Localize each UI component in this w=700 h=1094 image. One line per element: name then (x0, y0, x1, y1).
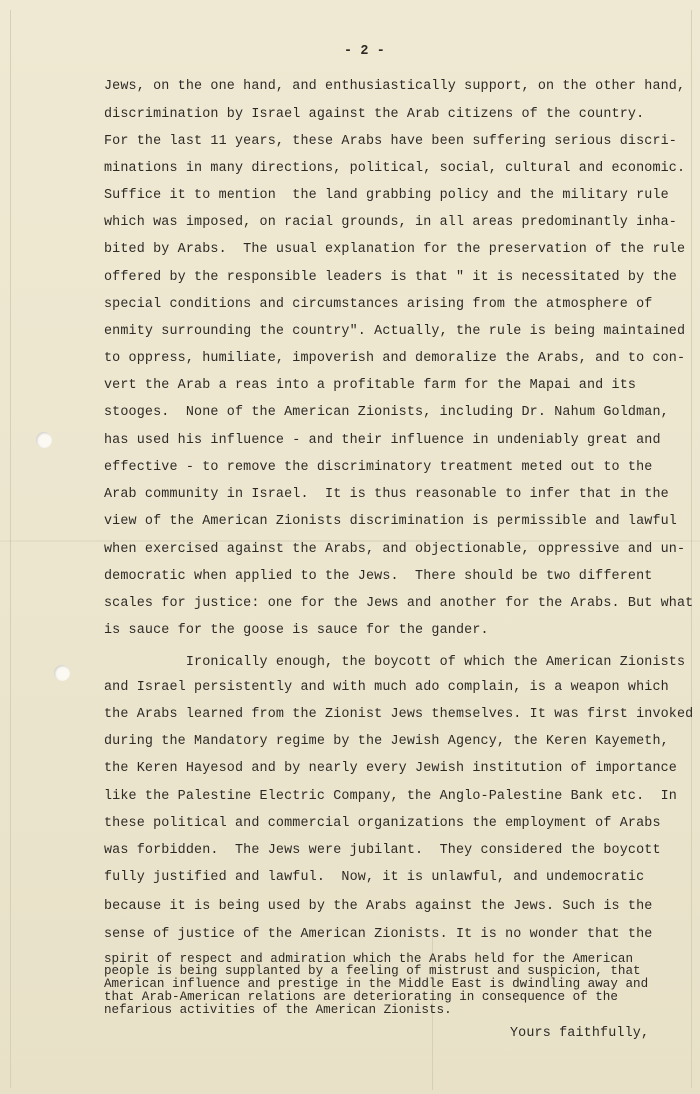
text-line: has used his influence - and their influence in undeniably great and (104, 433, 661, 448)
punch-hole (36, 432, 52, 448)
text-line: scales for justice: one for the Jews and another for the Arabs. But what (104, 596, 694, 611)
page-number: - 2 - (344, 44, 385, 59)
text-line: fully justified and lawful. Now, it is unlawful, and undemocratic (104, 870, 645, 885)
text-line: democratic when applied to the Jews. There should be two different (104, 569, 653, 584)
text-line: Suffice it to mention the land grabbing policy and the military rule (104, 188, 669, 203)
text-line: during the Mandatory regime by the Jewish Agency, the Keren Kayemeth, (104, 734, 669, 749)
text-line: Jews, on the one hand, and enthusiastically support, on the other hand, (104, 79, 686, 94)
text-line: when exercised against the Arabs, and objectionable, oppressive and un- (104, 542, 686, 557)
text-line: sense of justice of the American Zionists. It is no wonder that the (104, 927, 653, 942)
text-line: which was imposed, on racial grounds, in all areas predominantly inha- (104, 215, 677, 230)
text-line: nefarious activities of the American Zionists. (104, 1003, 452, 1017)
text-line: spirit of respect and admiration which the Arabs held for the American (104, 952, 634, 966)
text-line: American influence and prestige in the Middle East is dwindling away and (104, 977, 649, 991)
text-line: effective - to remove the discriminatory treatment meted out to the (104, 460, 653, 475)
text-line: to oppress, humiliate, impoverish and demoralize the Arabs, and to con- (104, 351, 686, 366)
text-line: like the Palestine Electric Company, the Anglo-Palestine Bank etc. In (104, 789, 677, 804)
text-line: Arab community in Israel. It is thus reasonable to infer that in the (104, 487, 669, 502)
text-line: the Keren Hayesod and by nearly every Jewish institution of importance (104, 761, 677, 776)
closing-salutation: Yours faithfully, (510, 1026, 650, 1041)
text-line: vert the Arab a reas into a profitable farm for the Mapai and its (104, 378, 637, 393)
text-line: offered by the responsible leaders is that " it is necessitated by the (104, 270, 677, 285)
text-line: was forbidden. The Jews were jubilant. They considered the boycott (104, 843, 661, 858)
text-line: stooges. None of the American Zionists, including Dr. Nahum Goldman, (104, 405, 669, 420)
text-line: view of the American Zionists discrimination is permissible and lawful (104, 514, 677, 529)
text-line: bited by Arabs. The usual explanation for the preservation of the rule (104, 242, 686, 257)
text-line: and Israel persistently and with much ado complain, is a weapon which (104, 680, 669, 695)
text-line: these political and commercial organizations the employment of Arabs (104, 816, 661, 831)
text-line: enmity surrounding the country". Actually, the rule is being maintained (104, 324, 686, 339)
text-line: that Arab-American relations are deteriorating in consequence of the (104, 990, 618, 1004)
text-line: special conditions and circumstances arising from the atmosphere of (104, 297, 653, 312)
text-line: is sauce for the goose is sauce for the gander. (104, 623, 489, 638)
text-line: For the last 11 years, these Arabs have been suffering serious discri- (104, 134, 677, 149)
text-line: minations in many directions, political, social, cultural and economic. (104, 161, 686, 176)
text-line: discrimination by Israel against the Arab citizens of the country. (104, 107, 645, 122)
text-line: Ironically enough, the boycott of which the American Zionists (104, 655, 686, 670)
text-line: the Arabs learned from the Zionist Jews themselves. It was first invoked (104, 707, 694, 722)
punch-hole (54, 665, 70, 681)
text-line: people is being supplanted by a feeling of mistrust and suspicion, that (104, 964, 641, 978)
text-line: because it is being used by the Arabs against the Jews. Such is the (104, 899, 653, 914)
